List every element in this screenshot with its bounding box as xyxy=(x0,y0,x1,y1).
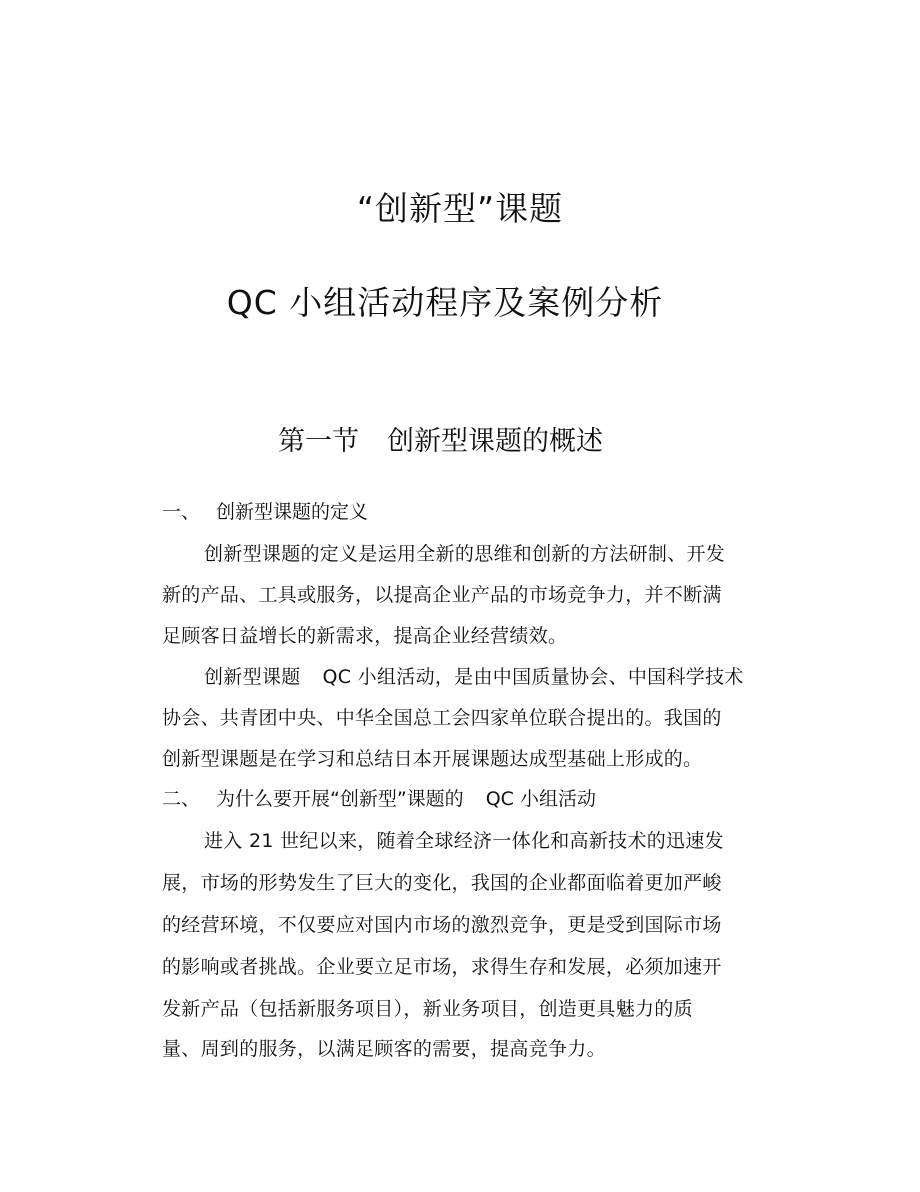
paragraph-line: 的影响或者挑战。企业要立足市场，求得生存和发展，必须加速开 xyxy=(162,956,722,978)
heading-number: 一、 xyxy=(162,501,201,523)
section-title xyxy=(278,428,603,455)
paragraph-line: 创新型课题的定义是运用全新的思维和创新的方法研制、开发 xyxy=(204,543,726,565)
paragraph-line: 的经营环境，不仅要应对国内市场的激烈竞争，更是受到国际市场 xyxy=(162,914,722,936)
paragraph-line: 量、周到的服务，以满足顾客的需要，提高竞争力。 xyxy=(162,1038,606,1060)
paragraph-line: 新的产品、工具或服务，以提高企业产品的市场竞争力，并不断满 xyxy=(162,584,722,606)
paragraph-line: 进入 21 世纪以来，随着全球经济一体化和高新技术的迅速发 xyxy=(204,830,724,852)
paragraph-line: 创新型课题是在学习和总结日本开展课题达成型基础上形成的。 xyxy=(162,748,703,770)
paragraph-line: 协会、共青团中央、中华全国总工会四家单位联合提出的。我国的 xyxy=(162,707,722,729)
paragraph-line xyxy=(204,668,744,687)
text-fragment: QC 小组活动，是由中国质量协会、中国科学技术 xyxy=(322,666,744,688)
heading-text: 创新型课题的定义 xyxy=(216,501,369,523)
paragraph-line: 展，市场的形势发生了巨大的变化，我国的企业都面临着更加严峻 xyxy=(162,872,722,894)
heading-text: QC 小组活动 xyxy=(485,788,596,810)
paragraph-line: 发新产品（包括新服务项目），新业务项目，创造更具魅力的质 xyxy=(162,998,693,1020)
heading-definition xyxy=(162,503,368,522)
heading-text: 为什么要开展“创新型”课题的 xyxy=(216,788,464,810)
document-title: “创新型”课题 xyxy=(356,189,564,228)
text-fragment: 创新型课题 xyxy=(204,666,301,688)
section-name: 创新型课题的概述 xyxy=(387,426,603,457)
heading-number: 二、 xyxy=(162,788,201,810)
document-subtitle: QC 小组活动程序及案例分析 xyxy=(226,283,664,322)
paragraph-line: 足顾客日益增长的新需求，提高企业经营绩效。 xyxy=(162,625,568,647)
section-number: 第一节 xyxy=(278,426,359,457)
heading-why xyxy=(162,790,596,809)
